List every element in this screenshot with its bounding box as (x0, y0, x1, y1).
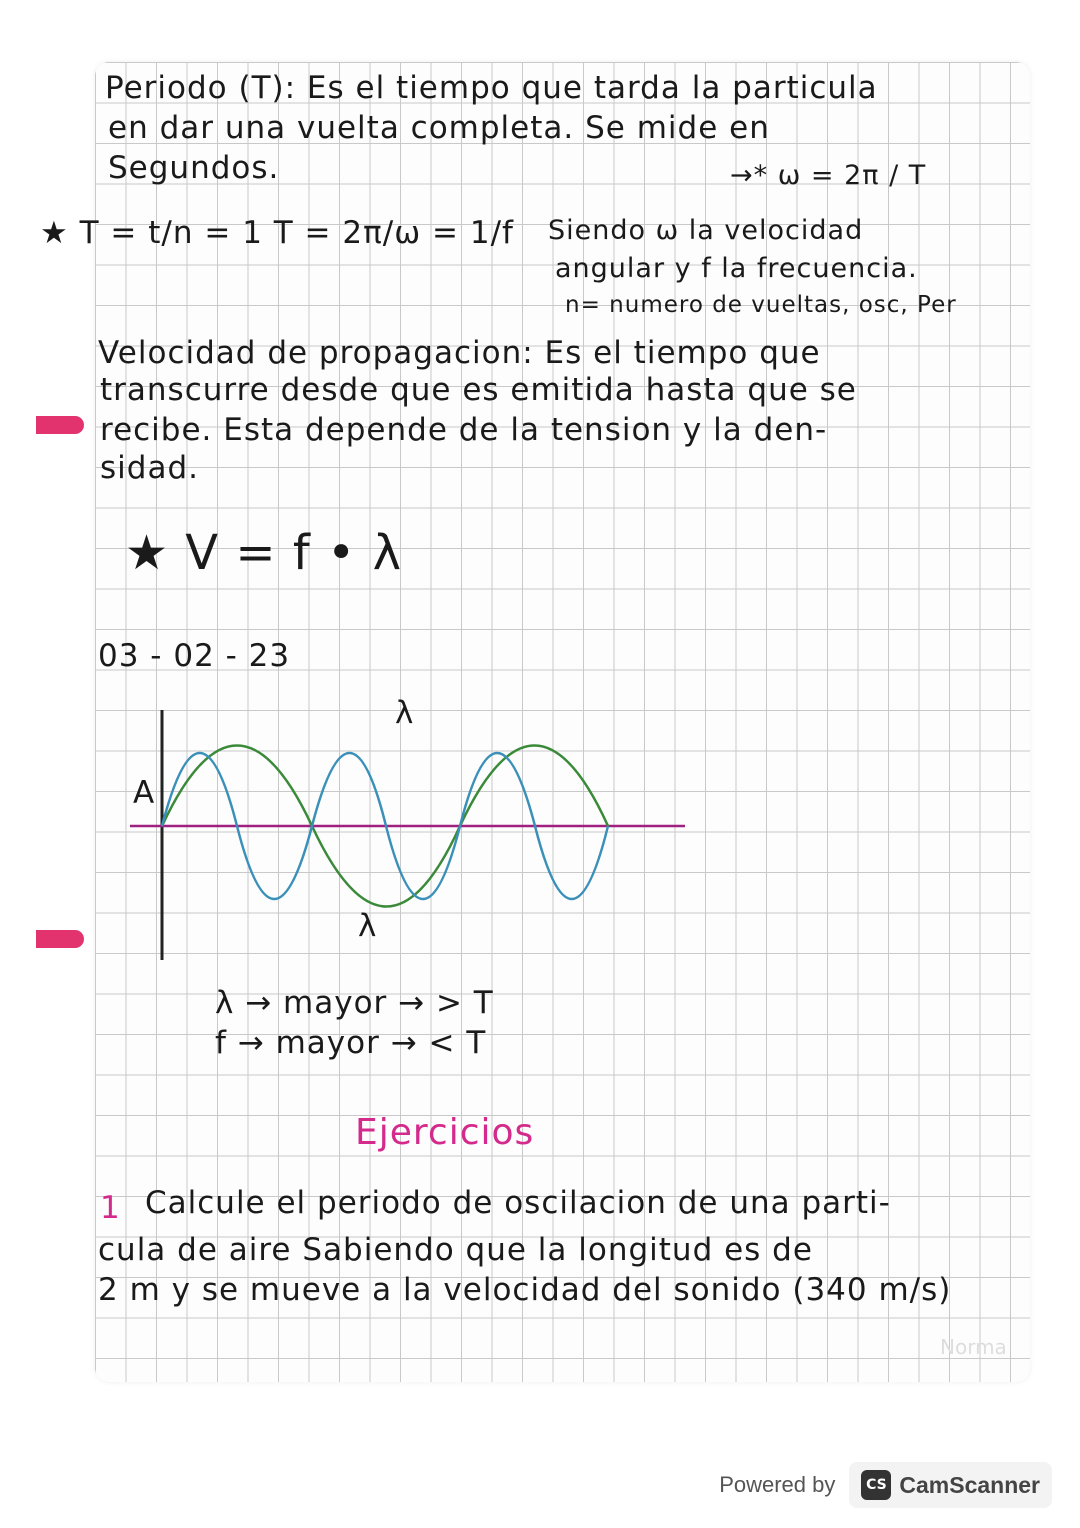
amplitude-label: A (133, 775, 156, 811)
velocity-definition-line: Velocidad de propagacion: Es el tiempo que (98, 335, 821, 371)
camscanner-brand: CamScanner (899, 1471, 1040, 1498)
exercise-line: Calcule el periodo de oscilacion de una parti- (145, 1185, 891, 1221)
siendo-line: angular y f la frecuencia. (555, 253, 918, 284)
omega-formula: →* ω = 2π / T (730, 160, 927, 191)
period-definition-line: Periodo (T): Es el tiempo que tarda la particula (105, 70, 878, 106)
lambda-label-bottom: λ (358, 908, 378, 944)
exercises-title: Ejercicios (355, 1112, 535, 1153)
camscanner-badge (849, 1462, 1052, 1508)
period-formula: ★ T = t/n = 1 T = 2π/ω = 1/f (40, 215, 514, 251)
powered-by-label: Powered by (719, 1472, 836, 1497)
lambda-label-top: λ (395, 695, 415, 731)
rule-wavelength: λ → mayor → > T (215, 985, 494, 1021)
camscanner-logo-icon: CS (861, 1470, 891, 1500)
siendo-line: Siendo ω la velocidad (548, 215, 864, 246)
period-definition-line: Segundos. (108, 150, 280, 186)
period-definition-line: en dar una vuelta completa. Se mide en (108, 110, 770, 146)
n-definition: n= numero de vueltas, osc, Per (565, 292, 957, 318)
exercise-line: cula de aire Sabiendo que la longitud es de (98, 1232, 813, 1268)
velocity-formula: ★ V = f • λ (125, 525, 402, 581)
rule-frequency: f → mayor → < T (215, 1025, 487, 1061)
camscanner-footer (719, 1462, 1052, 1508)
date: 03 - 02 - 23 (98, 638, 291, 674)
velocity-definition-line: recibe. Esta depende de la tension y la den- (100, 412, 828, 448)
notebook-brand-watermark: Norma (940, 1335, 1007, 1359)
velocity-definition-line: transcurre desde que es emitida hasta que se (100, 372, 857, 408)
exercise-line: 2 m y se mueve a la velocidad del sonido (340 m/s) (98, 1272, 952, 1308)
velocity-definition-line: sidad. (100, 450, 199, 486)
exercise-number: 1 (100, 1190, 121, 1226)
